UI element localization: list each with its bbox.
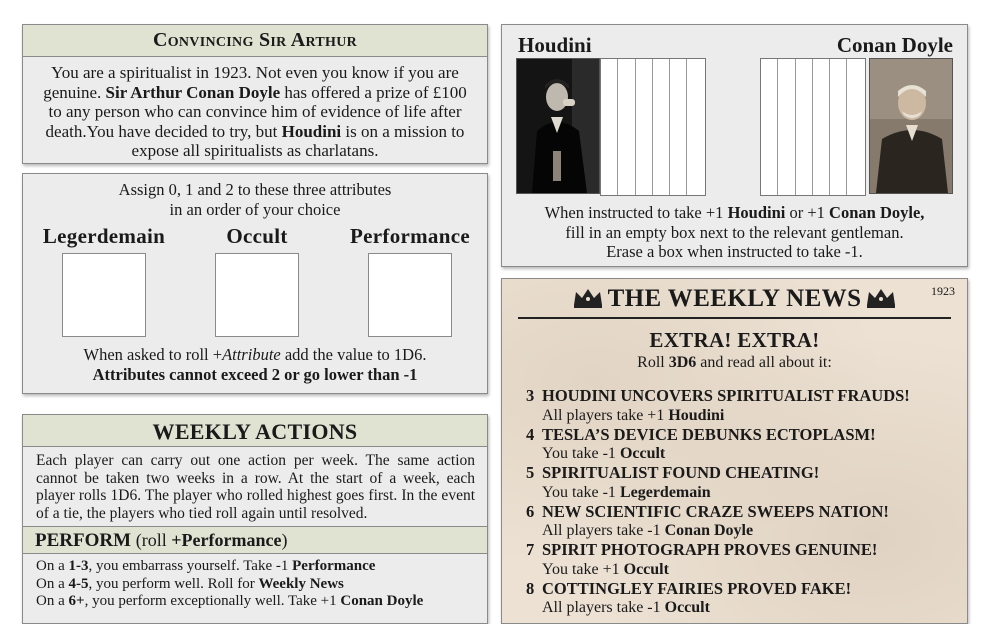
extra-headline: EXTRA! EXTRA!: [649, 328, 820, 352]
tally-box[interactable]: [830, 59, 847, 195]
roll-result: [36, 576, 487, 594]
news-effect-target: Occult: [619, 445, 666, 462]
roll-text: , you perform well. Roll for: [88, 575, 259, 592]
news-item: [526, 425, 961, 464]
news-roll-number: 6: [526, 501, 535, 521]
intro-text-3: is on a mission to expose all spiritualists as charlatans.: [131, 121, 465, 160]
roll-dice: 3D6: [668, 354, 697, 371]
attributes-rule-2: Attributes cannot exceed 2 or go lower than -1: [92, 364, 418, 384]
intro-panel: [22, 24, 488, 164]
attribute-name: Occult: [226, 224, 288, 248]
roll-text: On a: [36, 593, 69, 609]
perform-results: [23, 554, 487, 611]
rule-text: add the value to 1D6.: [280, 345, 427, 364]
intro-bold-conan-doyle: Sir Arthur Conan Doyle: [105, 82, 281, 102]
news-roll-number: 7: [526, 540, 535, 559]
news-item: [526, 502, 961, 541]
news-item: [526, 579, 961, 618]
tally-box[interactable]: [601, 59, 618, 195]
tally-box[interactable]: [670, 59, 687, 195]
attribute-value-box[interactable]: [62, 253, 146, 337]
attribute-legerdemain: [29, 224, 179, 337]
news-effect-target: Occult: [664, 599, 710, 616]
intro-title: Convincing Sir Arthur: [23, 25, 487, 57]
track-instructions: [502, 203, 967, 262]
news-masthead: [502, 285, 967, 313]
roll-target: Performance: [292, 558, 376, 574]
note-text: ): [281, 530, 288, 550]
weekly-actions-title: WEEKLY ACTIONS: [23, 415, 487, 447]
news-effect-target: Conan Doyle: [664, 522, 754, 539]
roll-range: 1-3: [68, 558, 89, 574]
attributes-rules: [23, 345, 487, 384]
weekly-news-panel: [501, 278, 968, 624]
instr-text: When instructed to take +1: [544, 203, 728, 222]
news-effect: You take -1: [542, 445, 620, 462]
note-bold: +Performance: [171, 530, 282, 550]
crown-icon: [865, 287, 897, 309]
news-item: [526, 463, 961, 502]
conan-doyle-portrait-image: [869, 58, 953, 194]
roll-text: Roll: [637, 354, 669, 371]
roll-target: Weekly News: [258, 575, 344, 592]
perform-note: [136, 530, 288, 550]
tally-box[interactable]: [761, 59, 778, 195]
note-text: (roll: [135, 530, 172, 550]
news-effect: All players take -1: [542, 599, 665, 616]
tally-box[interactable]: [653, 59, 670, 195]
instr-bold: Houdini: [727, 203, 786, 222]
favor-track-panel: [501, 24, 968, 267]
attribute-value-box[interactable]: [215, 253, 299, 337]
roll-text: , you perform exceptionally well. Take +1: [84, 593, 341, 609]
news-item: [526, 540, 961, 579]
roll-range: 6+: [68, 593, 85, 609]
intro-text-1: You are a spiritualist in 1923. Not even you know if you are genuine.: [43, 63, 459, 102]
track-instruction-2: fill in an empty box next to the relevant gentleman.: [565, 222, 904, 242]
news-item: [526, 386, 961, 425]
news-roll-number: 5: [526, 463, 535, 482]
news-title: THE WEEKLY NEWS: [607, 285, 862, 312]
news-headline: TESLA’S DEVICE DEBUNKS ECTOPLASM!: [542, 424, 876, 444]
news-roll-number: 3: [526, 386, 535, 405]
attributes-rule-1: [23, 345, 487, 365]
houdini-tally-boxes: [600, 58, 706, 196]
attribute-performance: [335, 224, 485, 337]
attribute-name: Performance: [350, 224, 470, 248]
conan-doyle-label: Conan Doyle: [836, 33, 953, 57]
news-items: [526, 386, 961, 617]
intro-text-2: has offered a prize of £100 to any person who can convince him of evidence of life after death.You have decided to try, but: [45, 82, 467, 141]
masthead-rule: [518, 317, 951, 319]
weekly-actions-panel: [22, 414, 488, 624]
rule-italic: Attribute: [222, 345, 281, 364]
roll-result: [36, 593, 487, 611]
news-effect-target: Houdini: [668, 406, 725, 424]
perform-heading: [23, 526, 487, 554]
news-headline: SPIRIT PHOTOGRAPH PROVES GENUINE!: [542, 540, 878, 559]
news-effect: All players take -1: [542, 522, 665, 539]
instr-text: or +1: [785, 203, 830, 222]
attribute-occult: [182, 224, 332, 337]
intro-bold-houdini: Houdini: [281, 121, 342, 141]
news-effect: All players take +1: [542, 406, 669, 424]
roll-text: , you embarrass yourself. Take -1: [88, 558, 293, 574]
houdini-label: Houdini: [518, 33, 592, 57]
news-effect: You take -1: [542, 483, 620, 501]
rule-text: When asked to roll +: [83, 345, 223, 364]
news-effect: You take +1: [542, 560, 624, 578]
tally-box[interactable]: [687, 59, 704, 195]
tally-box[interactable]: [618, 59, 635, 195]
attributes-intro-line1: Assign 0, 1 and 2 to these three attributes: [118, 180, 392, 199]
attribute-name: Legerdemain: [42, 224, 166, 248]
news-roll-number: 4: [526, 424, 535, 444]
roll-text: On a: [36, 575, 69, 592]
tally-box[interactable]: [778, 59, 795, 195]
news-headline: SPIRITUALIST FOUND CHEATING!: [542, 463, 820, 482]
track-instruction-3: Erase a box when instructed to take -1.: [606, 242, 863, 261]
roll-text: and read all about it:: [696, 354, 832, 371]
weekly-actions-text: Each player can carry out one action per week. The same action cannot be taken two weeks in a row. At the start of a week, each player rolls 1D6. The player who rolled highest goes first. In the event of a tie, the players who tied roll again until resolved.: [36, 452, 475, 522]
perform-label: PERFORM: [35, 530, 132, 551]
roll-result: [36, 558, 487, 576]
news-headline: COTTINGLEY FAIRIES PROVED FAKE!: [542, 578, 852, 598]
tally-box[interactable]: [847, 59, 864, 195]
news-year: 1923: [931, 284, 955, 298]
roll-range: 4-5: [68, 575, 89, 592]
instr-bold: Conan Doyle,: [829, 203, 925, 222]
roll-target: Conan Doyle: [340, 593, 424, 609]
news-headline: HOUDINI UNCOVERS SPIRITUALIST FRAUDS!: [542, 386, 910, 405]
news-effect-target: Legerdemain: [619, 483, 711, 501]
tally-box[interactable]: [796, 59, 813, 195]
attributes-panel: [22, 173, 488, 394]
track-instruction-1: [502, 203, 967, 223]
roll-text: On a: [36, 558, 69, 574]
crown-icon: [572, 287, 604, 309]
conan-doyle-tally-boxes: [760, 58, 866, 196]
attributes-intro: [23, 180, 487, 220]
tally-box[interactable]: [636, 59, 653, 195]
news-headline: NEW SCIENTIFIC CRAZE SWEEPS NATION!: [542, 501, 889, 521]
news-effect-target: Occult: [623, 560, 669, 578]
intro-text: [23, 57, 487, 161]
news-roll-number: 8: [526, 578, 535, 598]
news-roll-instruction: [502, 354, 967, 372]
houdini-portrait-image: [516, 58, 600, 194]
attributes-intro-line2: in an order of your choice: [169, 200, 341, 219]
attribute-value-box[interactable]: [368, 253, 452, 337]
tally-box[interactable]: [813, 59, 830, 195]
